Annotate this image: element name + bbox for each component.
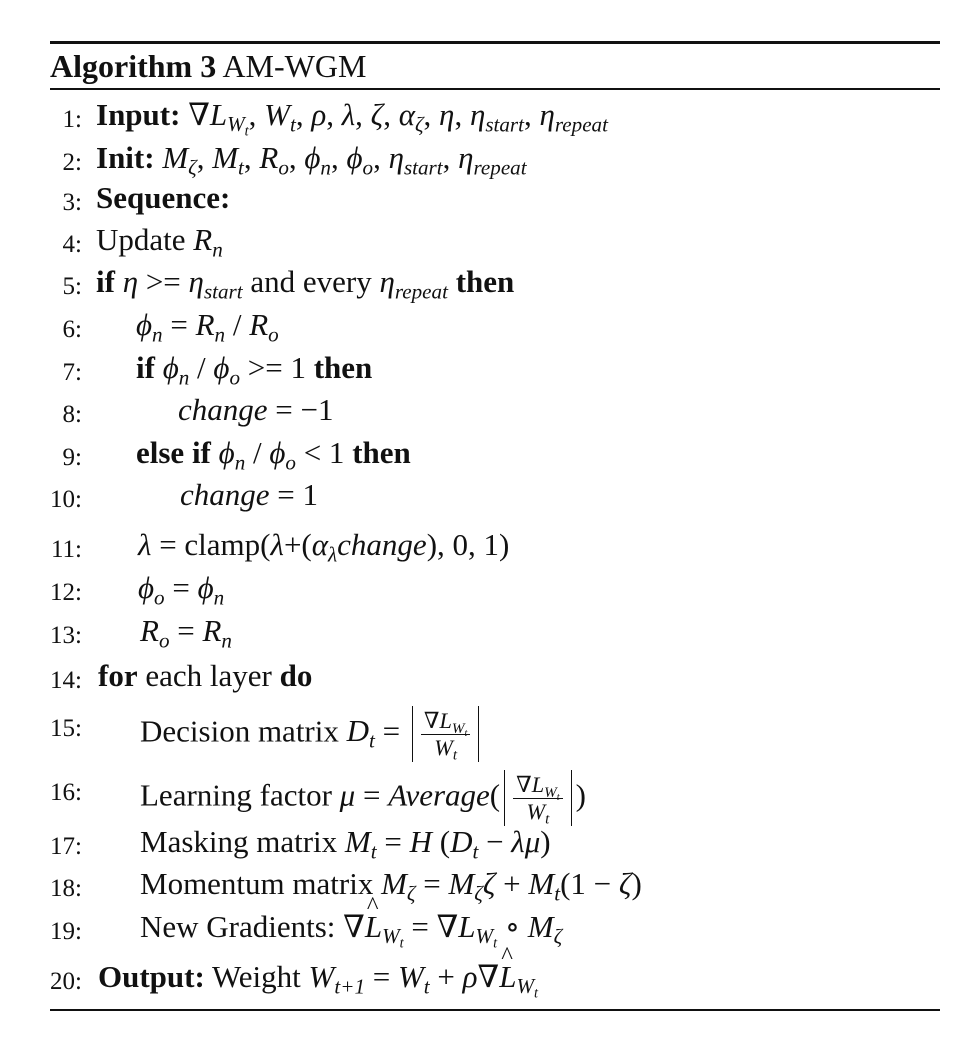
line-number: 8: bbox=[62, 401, 82, 428]
line-number: 11: bbox=[50, 536, 82, 563]
line-content bbox=[96, 180, 230, 216]
line-number: 16: bbox=[50, 779, 82, 806]
keyword-if: if bbox=[96, 264, 115, 299]
header-rule bbox=[50, 88, 940, 90]
top-rule bbox=[50, 41, 940, 44]
function-average: Average bbox=[388, 777, 490, 813]
line-content: Update $R_n$ bbox=[96, 222, 223, 262]
line-number: 9: bbox=[62, 444, 82, 471]
line-text: each layer bbox=[145, 658, 272, 693]
line-number: 10: bbox=[50, 486, 82, 513]
keyword-input: Input: bbox=[96, 97, 181, 132]
line-number: 14: bbox=[50, 667, 82, 694]
line-number: 17: bbox=[50, 833, 82, 860]
line-content: Learning factor μ = Average( $\frac{\nabla L_{W_t}}{W_t}$ ) bbox=[140, 772, 586, 828]
function-clamp: clamp bbox=[184, 527, 261, 562]
algorithm-label: Algorithm 3 bbox=[50, 48, 217, 84]
line-content: $\lambda = clamp(\lambda+(\alpha_\lambda change)$, 0, 1) bbox=[138, 527, 510, 567]
line-content: Output: Weight $W_{t+1} = W_t$ + ρ∇^ $L_{W_t}$ bbox=[98, 959, 538, 995]
line-number: 5: bbox=[62, 273, 82, 300]
line-text: Learning factor bbox=[140, 777, 332, 813]
line-number: 7: bbox=[62, 359, 82, 386]
line-number: 2: bbox=[62, 149, 82, 176]
keyword-for: for bbox=[98, 658, 138, 693]
line-content: Init: $M_\zeta$, $M_t$, $R_o$, $\phi_n$, $\phi_o$, $\eta_{start}$, $\eta_{repeat}$ bbox=[96, 140, 527, 180]
line-content: if $\eta >= \eta_{start}$ and every $\eta_{repeat}$ then bbox=[96, 264, 515, 304]
line-content: Input: $\nabla L_{W_t}$, $W_t$, ρ, λ, ζ, $\alpha_\zeta$, η, $\eta_{start}$, $\eta_{repeat}$ bbox=[96, 97, 608, 140]
line-text: Momentum matrix bbox=[140, 866, 374, 901]
line-text: Masking matrix bbox=[140, 824, 338, 859]
line-content: $\phi_n = R_n / R_o$ bbox=[136, 307, 279, 347]
line-text: New Gradients: bbox=[140, 909, 336, 944]
keyword-then: then bbox=[455, 264, 515, 299]
line-text: and every bbox=[250, 264, 372, 299]
line-content: New Gradients: ∇^ $L_{W_t} = \nabla L_{W_t}$ ∘ $M_\zeta$ bbox=[140, 909, 562, 945]
line-number: 12: bbox=[50, 579, 82, 606]
line-number: 15: bbox=[50, 715, 82, 742]
line-content: Momentum matrix $M_\zeta = M_\zeta\zeta + M_t(1 - \zeta)$ bbox=[140, 866, 642, 906]
algorithm-name: AM-WGM bbox=[222, 48, 367, 84]
line-content: change = −1 bbox=[178, 392, 334, 427]
line-content: $\phi_o = \phi_n$ bbox=[138, 570, 225, 610]
keyword-then: then bbox=[352, 435, 411, 470]
keyword-init: Init: bbox=[96, 140, 155, 175]
line-content: if $\phi_n / \phi_o >= 1$ then bbox=[136, 350, 373, 390]
keyword-else-if: else if bbox=[136, 435, 211, 470]
line-content: else if $\phi_n / \phi_o < 1$ then bbox=[136, 435, 411, 475]
line-number: 19: bbox=[50, 918, 82, 945]
line-content: change = 1 bbox=[180, 477, 319, 512]
line-content: Masking matrix $M_t = H$ $(D_t - \lambda\mu)$ bbox=[140, 824, 551, 864]
variable-change: change bbox=[337, 527, 427, 562]
line-number: 4: bbox=[62, 231, 82, 258]
keyword-sequence: Sequence: bbox=[96, 180, 231, 215]
keyword-then: then bbox=[313, 350, 373, 385]
keyword-if: if bbox=[136, 350, 155, 385]
line-text: Decision matrix bbox=[140, 713, 339, 749]
bottom-rule bbox=[50, 1009, 940, 1011]
keyword-output: Output: bbox=[98, 959, 205, 994]
line-number: 13: bbox=[50, 622, 82, 649]
keyword-do: do bbox=[279, 658, 313, 693]
line-text: Update bbox=[96, 222, 186, 257]
line-text: Weight bbox=[212, 959, 301, 994]
line-number: 20: bbox=[50, 968, 82, 995]
line-content bbox=[98, 658, 312, 694]
algorithm-title bbox=[50, 46, 366, 86]
line-number: 3: bbox=[62, 189, 82, 216]
line-content: $R_o = R_n$ bbox=[140, 613, 232, 653]
line-number: 18: bbox=[50, 875, 82, 902]
line-number: 1: bbox=[62, 106, 82, 133]
variable-change: change bbox=[180, 477, 270, 512]
line-number: 6: bbox=[62, 316, 82, 343]
line-content: Decision matrix $D_t$ = $\frac{\nabla L_{W_t}}{W_t}$ bbox=[140, 706, 483, 762]
variable-change: change bbox=[178, 392, 268, 427]
